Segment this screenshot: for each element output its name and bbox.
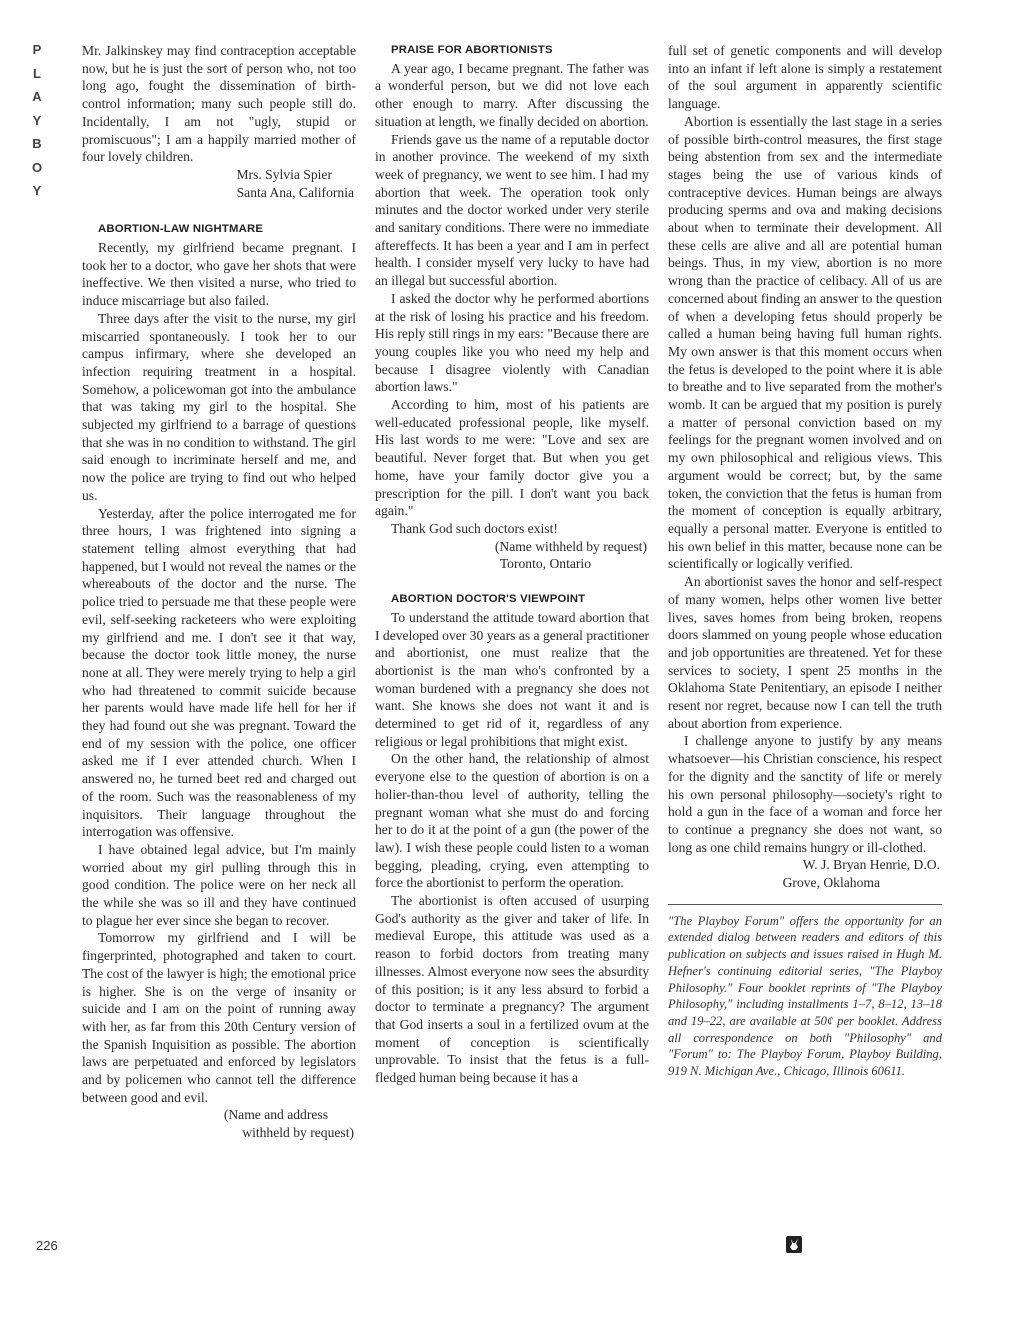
section-heading: PRAISE FOR ABORTIONISTS [391, 44, 553, 56]
letter-paragraph: Recently, my girlfriend became pregnant. I took her to a doctor, who gave her shots that were ineffective. We then visited a nurse, who tried to induce miscarriage but also failed. [82, 240, 356, 309]
side-label-letter: L [33, 65, 41, 81]
letter-paragraph: An abortionist saves the honor and self-respect of many women, helps other women live better lives, saves homes from being broken, reopens doors slammed on young people whose education and job opportunities are threatened. Yet for these services to society, I spent 25 months in the Oklahoma State Penitentiary, an episode I neither resent nor regret, because now I can tell the truth about abortion from experience. [668, 574, 942, 731]
column-2 [375, 42, 649, 1087]
letter-signature: (Name and address [223, 1107, 328, 1123]
letter-signature-place: Toronto, Ontario [499, 556, 591, 572]
letter-signature: (Name withheld by request) [494, 538, 647, 554]
letter-paragraph: On the other hand, the relationship of almost everyone else to the question of abortion is on a holier-than-thou level of authority, telling the pregnant woman what she must do and forcing her to do it at the point of a gun (the power of the law). I wish these people could listen to a woman begging, pleading, crying, even attempting to force the abortionist to perform the operation. [375, 751, 649, 891]
letter-paragraph: To understand the attitude toward abortion that I developed over 30 years as a general practitioner and abortionist, one must realize that the abortionist is the man who's confronted by a woman burdened with a pregnancy she does not want. She knows she does not want it and is determined to get rid of it, regardless of any religious or legal prohibitions that might exist. [375, 609, 650, 749]
side-label-letter: P [32, 42, 42, 57]
letter-signature-name: Mrs. Sylvia Spier [236, 166, 332, 182]
letter-paragraph: full set of genetic components and will develop into an infant if left alone is simply a restatement of the soul argument in apparently scientific language. [668, 43, 942, 112]
side-label-letter: O [31, 159, 43, 175]
letter-paragraph: According to him, most of his patients are well-educated professional people, like myself. His last words to me were: "Love and sex are beautiful. Never forget that. But when you get home, have your family doctor give you a prescription for the pill. I don't want you back again." [375, 397, 649, 519]
letter-paragraph: Abortion is essentially the last stage in a series of possible birth-control measures, the first stage being abstention from sex and the intermediate stages being the use of various kinds of contraceptive devices. Human beings are always producing sperms and ova and making decisions about when to terminate their development. All these cells are alive and all are potential human beings. Thus, in my view, abortion is no more wrong than the practice of celibacy. All of us are concerned about finding an answer to the question of when a developing fetus should properly be called a human being having full human rights. My own answer is that this moment occurs when the fetus is developed to the point where it is able to breathe and to live separated from the mother's womb. It can be argued that my position is purely a matter of personal conviction based on my feelings for the pregnant women involved and on my own philosophical and religious views. This argument would be correct; but, by the same token, the conviction that the fetus is human from the moment of conception is equally arbitrary, equally a personal matter. Everyone is entitled to his own belief in this matter, because none can be scientifically or logically verified. [668, 113, 942, 572]
magazine-side-label [26, 38, 48, 203]
letter-paragraph: The abortionist is often accused of usurping God's authority as the giver and taker of life. In medieval Europe, this attitude was used as a reason to forbid doctors from treating many illnesses. Almost everyone now sees the absurdity of this position; is it any less absurd to forbid a doctor to terminate a pregnancy? The argument that God inserts a soul in a fertilized ovum at the moment of conception is scientifically unprovable. To insist that the fetus is a full-fledged human being because it has a [375, 893, 649, 1086]
side-label-letter: Y [32, 183, 42, 198]
letter-paragraph: Tomorrow my girlfriend and I will be fingerprinted, photographed and taken to court. The cost of the lawyer is high; the emotional price is higher. She is on the verge of insanity or suicide and I am on the point of running away with her, as far from this 20th Century version of the Spanish Inquisition as possible. The abortion laws are perpetuated and enforced by legislators and by policemen who cannot tell the difference between good and evil. [82, 930, 356, 1105]
side-label-letter: Y [32, 112, 42, 128]
letter-paragraph: I asked the doctor why he performed abortions at the risk of losing his practice and his freedom. His reply still rings in my ears: "Because there are young couples like you who need my help and because I disagree violently with Canadian abortion laws." [375, 290, 649, 395]
section-heading: ABORTION-LAW NIGHTMARE [98, 223, 264, 236]
forum-editorial-note: "The Playboy Forum" offers the opportunity for an extended dialog between readers and editors of this publication on subjects and issues raised in Hugh M. Hefner's continuing editorial series, "The Playboy Philosophy." Four booklet reprints of "The Playboy Philosophy," including installments 1–7, 8–12, 13–18 and 19–22, are available at 50¢ per booklet. Address all correspondence on both "Philosophy" and "Forum" to: The Playboy Forum, Playboy Building, 919 N. Michigan Ave., Chicago, Illinois 60611. [668, 904, 942, 1080]
rabbit-logo-icon [786, 1236, 802, 1253]
page-number: 226 [36, 1238, 58, 1253]
side-label-letter: A [32, 89, 42, 104]
letter-signature-place: Grove, Oklahoma [782, 875, 880, 891]
column-3 [668, 42, 942, 1080]
column-1 [82, 42, 356, 1142]
letter-paragraph: I have obtained legal advice, but I'm mainly worried about my girl pulling through this in good condition. The police were on her neck all the while she was so ill and they have continued to plague her ever since she began to recover. [82, 841, 356, 928]
letter-signature-name: W. J. Bryan Henrie, D.O. [802, 857, 940, 873]
letter-paragraph: Friends gave us the name of a reputable doctor in another province. The weekend of my sixth week of pregnancy, we went to see him. I had my abortion that week. The operation took only minutes and the doctor worked under very sterile and sanitary conditions. There were no immediate aftereffects. It has been a year and I am in perfect health. I consider myself very lucky to have had an illegal but successful abortion. [375, 131, 649, 289]
section-heading: ABORTION DOCTOR'S VIEWPOINT [391, 593, 586, 606]
letter-paragraph: A year ago, I became pregnant. The father was a wonderful person, but we did not love each other enough to marry. After discussing the situation at length, we finally decided on abortion. [375, 60, 649, 129]
letter-paragraph: Yesterday, after the police interrogated me for three hours, I was frightened into signing a statement telling almost everything that had happened, but I would not reveal the names or the whereabouts of the doctor and the nurse. The police tried to persuade me that these people were evil, self-seeking racketeers who were exploiting my girlfriend and me. I don't see it that way, because the doctor took little money, the nurse none at all. They were merely trying to help a girl who had threatened to commit suicide because her parents would have made life hell for her if they had found out she was pregnant. Toward the end of my session with the police, one officer asked me if I ever attended church. When I answered no, he turned beet red and charged out of the room. Such was the reasonableness of my inquisitors. Their language throughout the interrogation was offensive. [82, 505, 356, 840]
letter-paragraph: Thank God such doctors exist! [391, 520, 558, 536]
letter-paragraph: I challenge anyone to justify by any means whatsoever—his Christian conscience, his respect for the dignity and the sanctity of life or merely his own personal philosophy—society's right to hold a gun in the face of a woman and force her to continue a pregnancy she does not want, so long as one child remains hungry or ill-clothed. [668, 733, 942, 855]
letter-paragraph: Three days after the visit to the nurse, my girl miscarried spontaneously. I took her to our campus infirmary, where she developed an infection requiring treatment in a hospital. Somehow, a policewoman got into the ambulance that was taking my girl to the hospital. She subjected my girlfriend to a barrage of questions that she was in no condition to withstand. The girl said enough to incriminate herself and me, and now the police are trying to find out who helped us. [82, 310, 356, 503]
letter-paragraph: Mr. Jalkinskey may find contraception acceptable now, but he is just the sort of person who, not too long ago, fought the dissemination of birth-control information; many such people still do. Incidentally, I am not "ugly, stupid or promiscuous"; I am a happily married mother of four lovely children. [82, 43, 356, 165]
letter-signature-place: Santa Ana, California [236, 184, 354, 200]
letter-signature: withheld by request) [242, 1125, 354, 1141]
side-label-letter: B [32, 136, 42, 151]
